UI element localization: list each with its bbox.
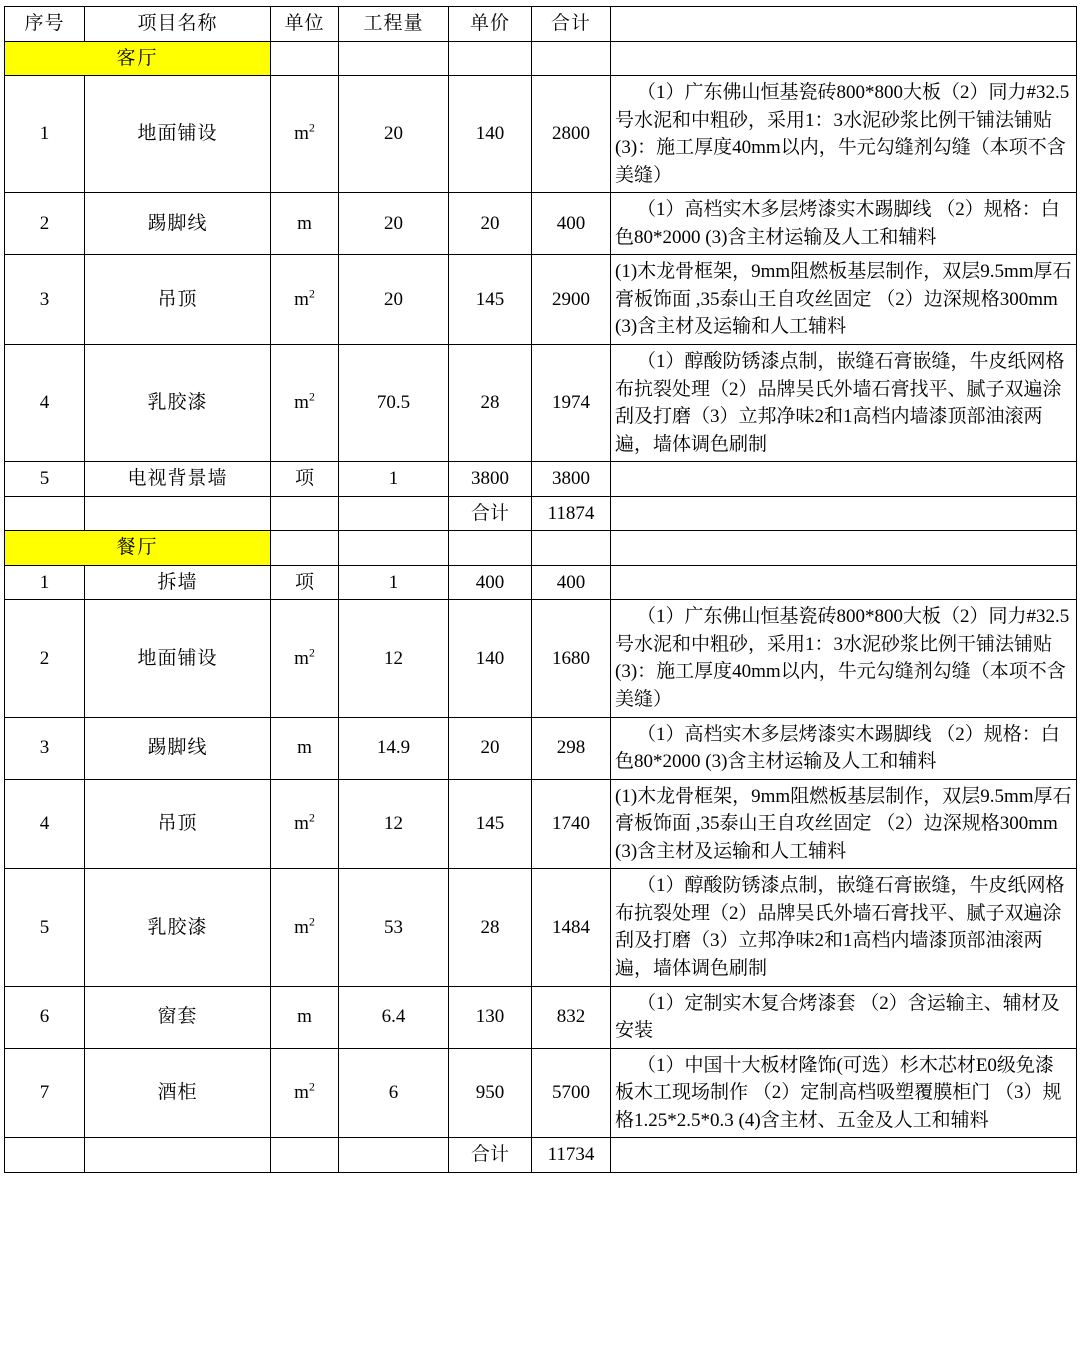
item-unit: m (271, 193, 339, 255)
item-quantity: 20 (339, 193, 449, 255)
item-unit: $m^2$ (271, 76, 339, 193)
item-quantity: 12 (339, 779, 449, 869)
row-index: 2 (5, 193, 85, 255)
column-header-5: 合计 (532, 7, 611, 42)
item-name: 拆墙 (85, 565, 271, 600)
item-total: 2900 (532, 255, 611, 345)
item-remark: (1)木龙骨框架，9mm阻燃板基层制作，双层9.5mm厚石膏板饰面 ,35泰山王自攻丝固定 （2）边深规格300mm (3)含主材及运输和人工辅料 (611, 779, 1077, 869)
item-quantity: 12 (339, 600, 449, 717)
item-remark: (1)木龙骨框架，9mm阻燃板基层制作，双层9.5mm厚石膏板饰面 ,35泰山王自攻丝固定 （2）边深规格300mm (3)含主材及运输和人工辅料 (611, 255, 1077, 345)
row-index-empty (5, 1138, 85, 1173)
table-row (5, 986, 1077, 1048)
row-index: 3 (5, 717, 85, 779)
item-quantity: 20 (339, 255, 449, 345)
item-unit-price: 20 (449, 717, 532, 779)
section-total-label: 合计 (449, 496, 532, 531)
item-remark: （1）高档实木多层烤漆实木踢脚线 （2）规格：白色80*2000 (3)含主材运输及人工和辅料 (611, 193, 1077, 255)
table-row (5, 255, 1077, 345)
column-header-4: 单价 (449, 7, 532, 42)
item-unit-price: 28 (449, 345, 532, 462)
item-name: 乳胶漆 (85, 345, 271, 462)
item-unit: $m^2$ (271, 779, 339, 869)
item-unit-price: 950 (449, 1048, 532, 1138)
section-header-row (5, 531, 1077, 566)
section-header-spacer (271, 531, 339, 566)
item-remark (611, 462, 1077, 497)
item-quantity: 6.4 (339, 986, 449, 1048)
item-unit-price: 140 (449, 600, 532, 717)
item-quantity-empty (339, 1138, 449, 1173)
item-unit: $m^2$ (271, 255, 339, 345)
table-row (5, 779, 1077, 869)
item-unit: $m^2$ (271, 869, 339, 986)
table-row (5, 600, 1077, 717)
section-total-row (5, 496, 1077, 531)
item-quantity: 14.9 (339, 717, 449, 779)
row-index: 4 (5, 345, 85, 462)
table-row (5, 1048, 1077, 1138)
item-unit: $m^2$ (271, 600, 339, 717)
section-title: 餐厅 (5, 531, 271, 566)
row-index: 5 (5, 462, 85, 497)
item-unit-price: 400 (449, 565, 532, 600)
item-remark: （1）醇酸防锈漆点制，嵌缝石膏嵌缝，牛皮纸网格布抗裂处理（2）品牌吴氏外墙石膏找平、腻子双遍涂刮及打磨（3）立邦净味2和1高档内墙漆顶部油滚两遍，墙体调色刷制 (611, 869, 1077, 986)
table-header-row (5, 7, 1077, 42)
row-index: 4 (5, 779, 85, 869)
item-quantity: 1 (339, 462, 449, 497)
item-unit: m (271, 717, 339, 779)
section-header-spacer (449, 531, 532, 566)
column-header-2: 单位 (271, 7, 339, 42)
item-quantity: 1 (339, 565, 449, 600)
item-total: 2800 (532, 76, 611, 193)
row-index-empty (5, 496, 85, 531)
section-header-spacer (611, 41, 1077, 76)
item-remark: （1）广东佛山恒基瓷砖800*800大板（2）同力#32.5号水泥和中粗砂，采用1：3水泥砂浆比例干铺法铺贴(3)：施工厚度40mm以内，牛元勾缝剂勾缝（本项不含美缝） (611, 76, 1077, 193)
item-name: 窗套 (85, 986, 271, 1048)
item-name-empty (85, 496, 271, 531)
item-name: 乳胶漆 (85, 869, 271, 986)
item-unit: 项 (271, 565, 339, 600)
item-name: 踢脚线 (85, 193, 271, 255)
renovation-quote-table (4, 6, 1077, 1173)
item-unit: $m^2$ (271, 1048, 339, 1138)
item-total: 400 (532, 565, 611, 600)
item-total: 832 (532, 986, 611, 1048)
item-unit-price: 145 (449, 779, 532, 869)
column-header-0: 序号 (5, 7, 85, 42)
item-quantity-empty (339, 496, 449, 531)
item-remark: （1）定制实木复合烤漆套 （2）含运输主、辅材及安装 (611, 986, 1077, 1048)
item-unit-price: 130 (449, 986, 532, 1048)
table-row (5, 869, 1077, 986)
section-header-spacer (271, 41, 339, 76)
section-header-row (5, 41, 1077, 76)
table-row (5, 565, 1077, 600)
column-header-3: 工程量 (339, 7, 449, 42)
item-unit: m (271, 986, 339, 1048)
quote-table-body (5, 7, 1077, 1173)
item-unit-empty (271, 496, 339, 531)
item-name: 酒柜 (85, 1048, 271, 1138)
item-unit-price: 20 (449, 193, 532, 255)
section-total-row (5, 1138, 1077, 1173)
section-title: 客厅 (5, 41, 271, 76)
row-index: 6 (5, 986, 85, 1048)
item-unit-empty (271, 1138, 339, 1173)
column-header-1: 项目名称 (85, 7, 271, 42)
section-total-remark (611, 1138, 1077, 1173)
table-row (5, 193, 1077, 255)
item-total: 1974 (532, 345, 611, 462)
item-name: 吊顶 (85, 255, 271, 345)
section-header-spacer (449, 41, 532, 76)
item-name: 地面铺设 (85, 76, 271, 193)
item-total: 1484 (532, 869, 611, 986)
item-total: 1680 (532, 600, 611, 717)
table-row (5, 717, 1077, 779)
item-remark: （1）醇酸防锈漆点制，嵌缝石膏嵌缝，牛皮纸网格布抗裂处理（2）品牌吴氏外墙石膏找平、腻子双遍涂刮及打磨（3）立邦净味2和1高档内墙漆顶部油滚两遍，墙体调色刷制 (611, 345, 1077, 462)
section-header-spacer (339, 531, 449, 566)
section-header-spacer (339, 41, 449, 76)
section-header-spacer (611, 531, 1077, 566)
table-row (5, 76, 1077, 193)
item-name: 地面铺设 (85, 600, 271, 717)
column-header-6 (611, 7, 1077, 42)
item-unit-price: 3800 (449, 462, 532, 497)
item-remark (611, 565, 1077, 600)
item-quantity: 6 (339, 1048, 449, 1138)
item-unit: 项 (271, 462, 339, 497)
row-index: 1 (5, 565, 85, 600)
section-total-value: 11734 (532, 1138, 611, 1173)
item-quantity: 70.5 (339, 345, 449, 462)
item-total: 400 (532, 193, 611, 255)
item-name-empty (85, 1138, 271, 1173)
row-index: 3 (5, 255, 85, 345)
item-quantity: 53 (339, 869, 449, 986)
item-unit: $m^2$ (271, 345, 339, 462)
item-quantity: 20 (339, 76, 449, 193)
item-unit-price: 28 (449, 869, 532, 986)
section-total-remark (611, 496, 1077, 531)
item-name: 吊顶 (85, 779, 271, 869)
item-total: 5700 (532, 1048, 611, 1138)
row-index: 7 (5, 1048, 85, 1138)
item-total: 1740 (532, 779, 611, 869)
table-row (5, 462, 1077, 497)
table-row (5, 345, 1077, 462)
item-remark: （1）高档实木多层烤漆实木踢脚线 （2）规格：白色80*2000 (3)含主材运输及人工和辅料 (611, 717, 1077, 779)
item-name: 电视背景墙 (85, 462, 271, 497)
item-remark: （1）广东佛山恒基瓷砖800*800大板（2）同力#32.5号水泥和中粗砂，采用1：3水泥砂浆比例干铺法铺贴(3)：施工厚度40mm以内，牛元勾缝剂勾缝（本项不含美缝） (611, 600, 1077, 717)
section-total-label: 合计 (449, 1138, 532, 1173)
row-index: 1 (5, 76, 85, 193)
section-total-value: 11874 (532, 496, 611, 531)
item-total: 298 (532, 717, 611, 779)
row-index: 2 (5, 600, 85, 717)
row-index: 5 (5, 869, 85, 986)
item-unit-price: 140 (449, 76, 532, 193)
section-header-spacer (532, 531, 611, 566)
item-remark: （1）中国十大板材隆饰(可选）杉木芯材E0级免漆板木工现场制作 （2）定制高档吸塑覆膜柜门 （3）规格1.25*2.5*0.3 (4)含主材、五金及人工和辅料 (611, 1048, 1077, 1138)
item-name: 踢脚线 (85, 717, 271, 779)
item-total: 3800 (532, 462, 611, 497)
section-header-spacer (532, 41, 611, 76)
item-unit-price: 145 (449, 255, 532, 345)
